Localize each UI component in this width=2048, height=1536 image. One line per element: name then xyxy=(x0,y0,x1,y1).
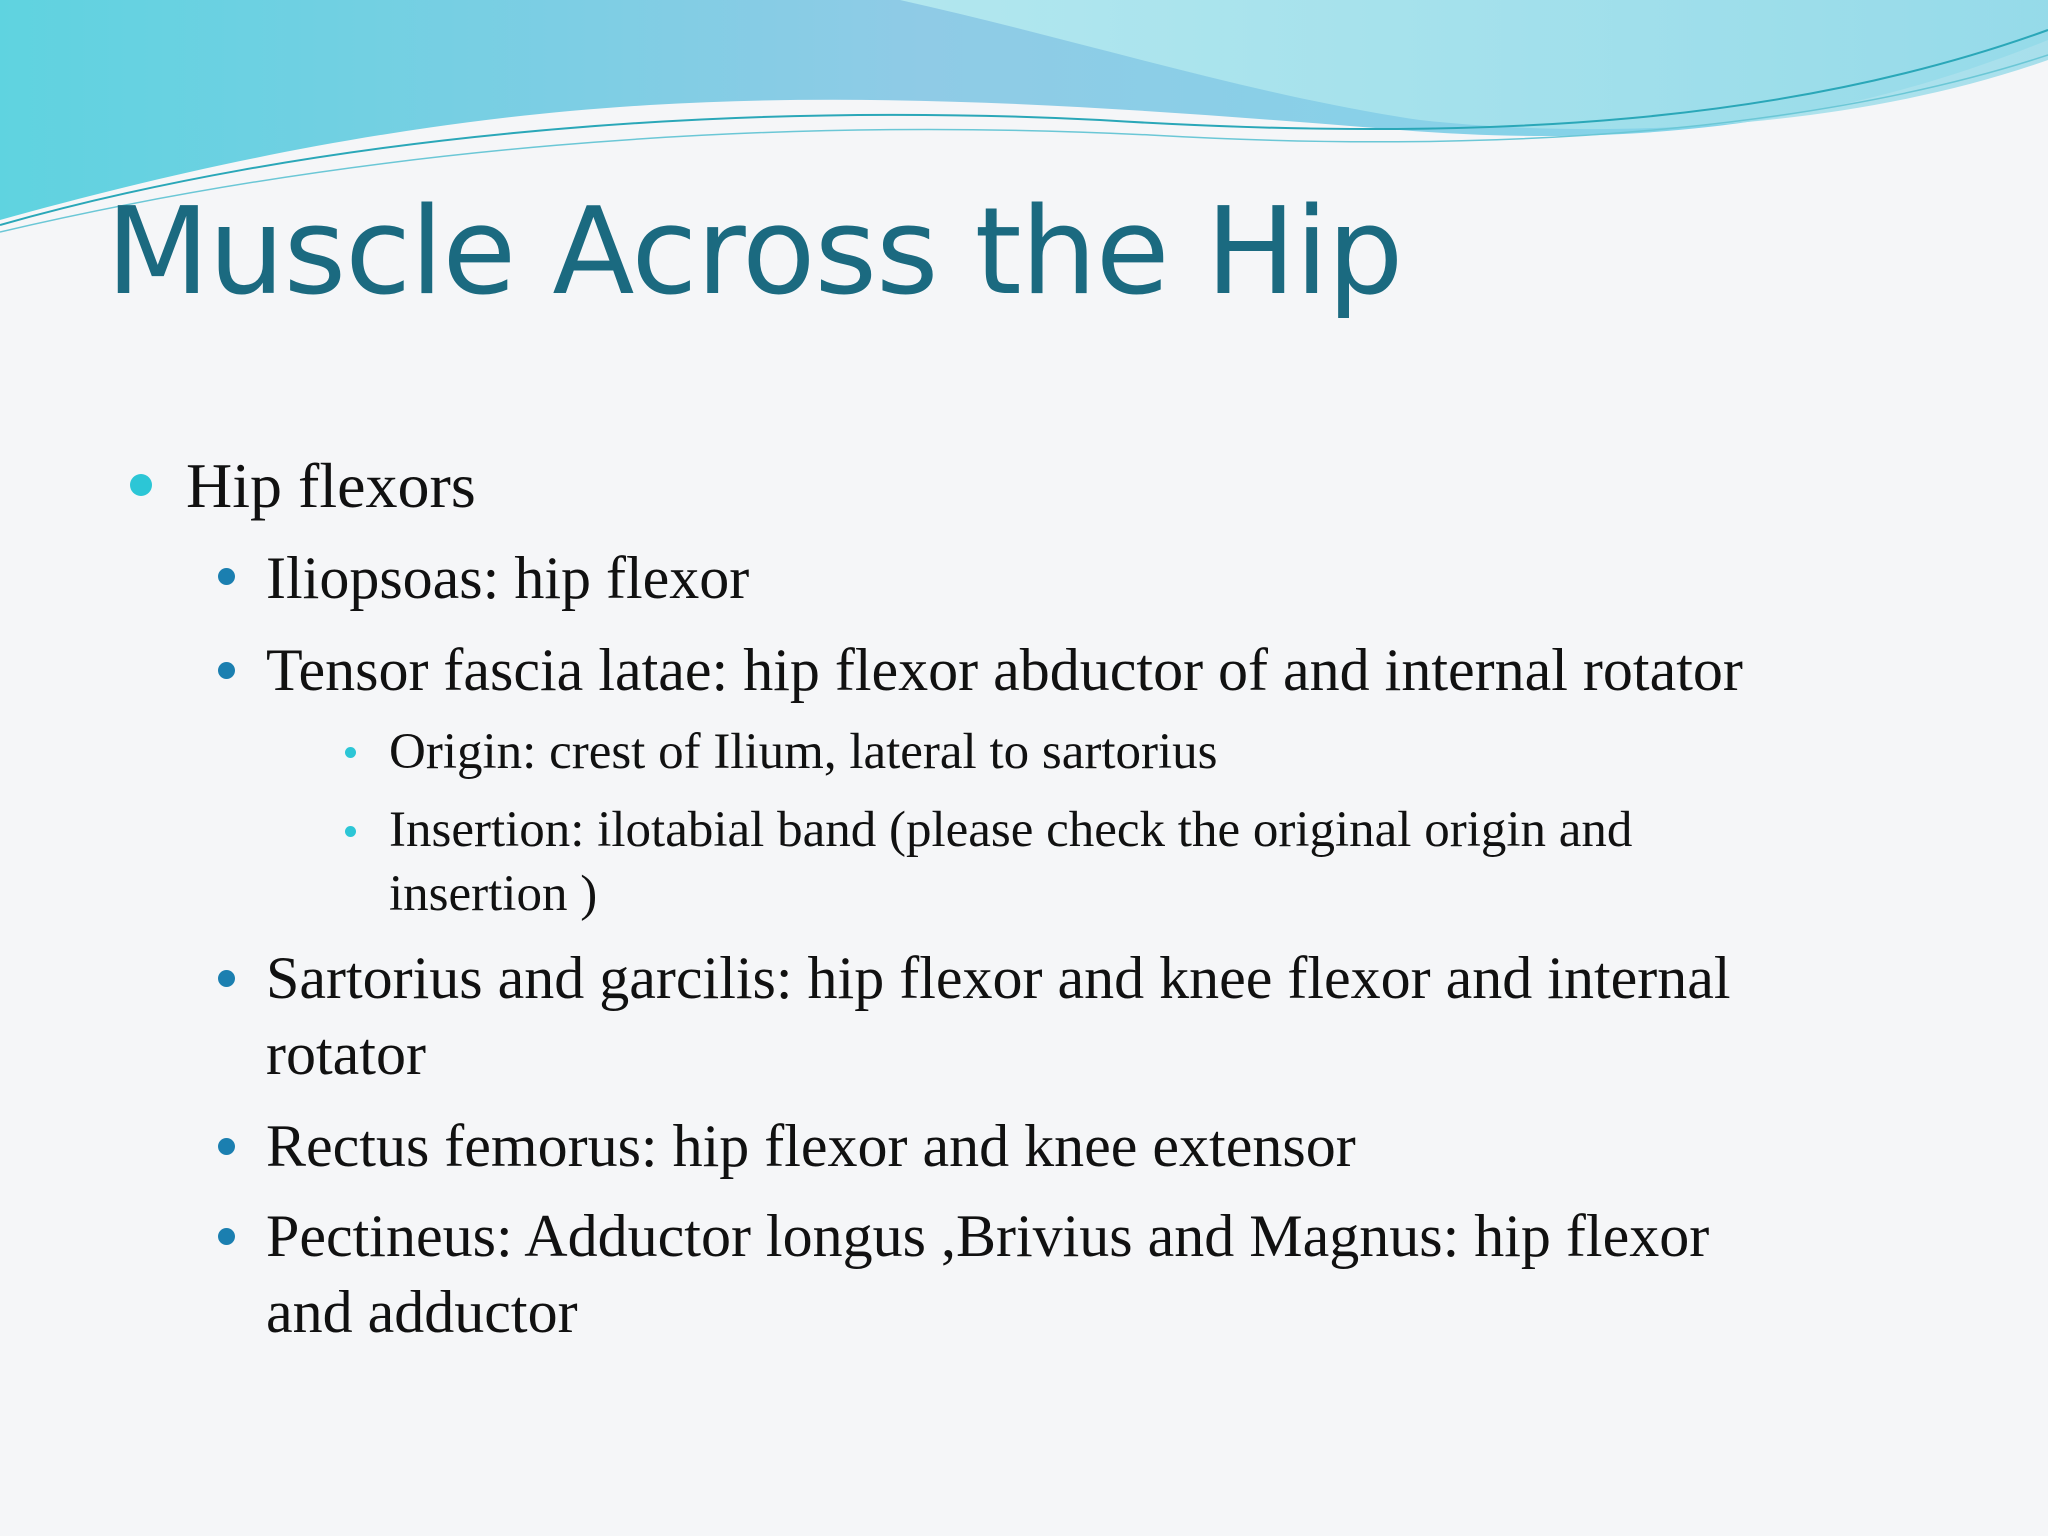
bullet-dot-icon xyxy=(218,1228,235,1245)
bullet-dot-icon xyxy=(218,662,235,679)
bullet-dot-icon xyxy=(345,826,356,837)
list-item-pectineus-line2: and adductor xyxy=(266,1279,578,1345)
slide-title: Muscle Across the Hip xyxy=(106,183,1403,322)
list-item-hip-flexors: Hip flexors xyxy=(186,450,476,521)
bullet-dot-icon xyxy=(218,568,235,585)
bullet-dot-icon xyxy=(130,474,152,496)
bullet-dot-icon xyxy=(218,1138,235,1155)
bullet-dot-icon xyxy=(345,747,356,758)
list-item-origin: Origin: crest of Ilium, lateral to sartorius xyxy=(389,724,1218,780)
list-item-insertion-line1: Insertion: ilotabial band (please check the original origin and xyxy=(389,802,1633,858)
list-item-iliopsoas: Iliopsoas: hip flexor xyxy=(266,545,750,611)
bullet-dot-icon xyxy=(218,970,235,987)
list-item-insertion-line2: insertion ) xyxy=(389,866,598,922)
list-item-sartorius-line2: rotator xyxy=(266,1021,426,1087)
list-item-pectineus-line1: Pectineus: Adductor longus ,Brivius and Magnus: hip flexor xyxy=(266,1203,1710,1269)
list-item-sartorius-line1: Sartorius and garcilis: hip flexor and knee flexor and internal xyxy=(266,945,1731,1011)
list-item-tensor-fascia-latae: Tensor fascia latae: hip flexor abductor of and internal rotator xyxy=(266,637,1743,703)
list-item-rectus-femorus: Rectus femorus: hip flexor and knee extensor xyxy=(266,1113,1356,1179)
